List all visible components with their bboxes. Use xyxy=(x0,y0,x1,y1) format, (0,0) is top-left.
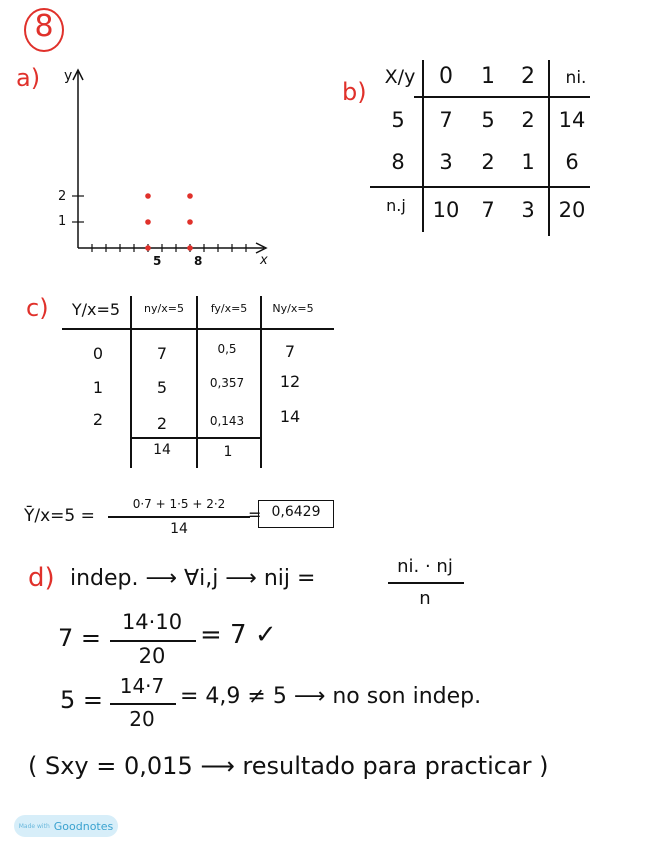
table-c-header-N: Ny/x=5 xyxy=(272,302,314,315)
table-b-r1-c1: 7 xyxy=(439,108,453,132)
x-tick-marks xyxy=(72,196,246,252)
table-b-r2-c3: 1 xyxy=(521,150,535,174)
table-b-r1-total: 14 xyxy=(558,108,586,132)
table-b-total-line xyxy=(370,186,590,188)
table-c-r2-y: 1 xyxy=(92,378,104,397)
table-c-r1-y: 0 xyxy=(92,344,104,363)
y-axis-label: y xyxy=(64,68,73,84)
covariance-note: ( Sxy = 0,015 ⟶ resultado para practicar ) xyxy=(28,752,549,780)
table-c-header-y: Y/x=5 xyxy=(71,300,121,319)
table-c-r2-f: 0,357 xyxy=(209,376,245,390)
part-d-label: d) xyxy=(28,563,55,593)
table-b xyxy=(370,60,600,240)
part-a-label: a) xyxy=(16,64,41,92)
table-c-r2-N: 12 xyxy=(279,372,301,391)
scatter-point xyxy=(145,193,151,199)
table-b-r1-c3: 2 xyxy=(521,108,535,132)
table-c xyxy=(62,292,342,472)
check1-rhs: = 7 ✓ xyxy=(200,620,277,650)
scatter-point xyxy=(187,219,193,225)
x-axis-label: x xyxy=(260,253,268,268)
mean-denominator: 14 xyxy=(170,521,188,537)
table-b-vline-1 xyxy=(422,60,424,232)
independence-fraction-bar xyxy=(388,582,464,584)
table-b-r2-total: 6 xyxy=(565,150,579,174)
goodnotes-badge xyxy=(14,815,118,837)
table-c-vline-1 xyxy=(130,296,132,468)
table-c-r1-N: 7 xyxy=(284,342,296,361)
scatter-point xyxy=(187,193,193,199)
table-c-total-n: 14 xyxy=(153,442,171,458)
table-b-vline-2 xyxy=(548,60,550,236)
independence-denominator: n xyxy=(419,588,431,609)
independence-numerator: ni. · nj xyxy=(397,556,453,577)
table-b-r2-label: 8 xyxy=(391,150,405,174)
table-b-total-c2: 7 xyxy=(481,198,495,222)
check2-denominator: 20 xyxy=(129,707,155,731)
table-c-vline-2 xyxy=(196,296,198,468)
table-c-r3-y: 2 xyxy=(92,410,104,429)
table-b-r1-c2: 5 xyxy=(481,108,495,132)
table-c-r3-n: 2 xyxy=(156,414,168,433)
table-b-r2-c2: 2 xyxy=(481,150,495,174)
mean-result: 0,6429 xyxy=(271,504,321,520)
table-b-grand-total: 20 xyxy=(558,198,586,222)
check2-numerator: 14·7 xyxy=(119,674,165,698)
scatter-point xyxy=(187,245,193,251)
table-b-r2-c1: 3 xyxy=(439,150,453,174)
scatter-point xyxy=(145,245,151,251)
table-b-header-xy: X/y xyxy=(384,66,416,88)
y-tick-label-2: 2 xyxy=(58,189,67,204)
table-c-header-n: ny/x=5 xyxy=(144,302,184,315)
independence-condition: indep. ⟶ ∀i,j ⟶ nij = xyxy=(70,566,316,591)
check2-rhs: = 4,9 ≠ 5 ⟶ no son indep. xyxy=(180,684,482,709)
check1-denominator: 20 xyxy=(138,644,166,668)
scatter-plot xyxy=(40,64,340,264)
data-points xyxy=(145,193,193,251)
y-tick-label-1: 1 xyxy=(58,214,67,229)
part-c-label: c) xyxy=(26,294,49,322)
problem-number: 8 xyxy=(34,9,54,44)
x-tick-label-5: 5 xyxy=(153,254,162,268)
x-tick-label-8: 8 xyxy=(194,254,203,268)
table-b-total-label: n.j xyxy=(386,196,406,215)
table-b-header-ni: ni. xyxy=(565,68,587,88)
table-c-r3-N: 14 xyxy=(279,407,301,426)
table-b-total-c1: 10 xyxy=(432,198,460,222)
table-b-header-line xyxy=(414,96,590,98)
table-b-header-2: 2 xyxy=(521,64,535,89)
check2-lhs: 5 = xyxy=(60,686,104,714)
table-b-r1-label: 5 xyxy=(391,108,405,132)
check1-fraction-bar xyxy=(110,640,196,642)
table-c-r1-n: 7 xyxy=(156,344,168,363)
table-c-r3-f: 0,143 xyxy=(209,414,245,428)
mean-fraction-bar xyxy=(108,516,250,518)
badge-brand: Goodnotes xyxy=(53,819,114,833)
table-c-total-line xyxy=(130,437,260,439)
table-c-r1-f: 0,5 xyxy=(217,342,237,356)
mean-numerator: 0·7 + 1·5 + 2·2 xyxy=(132,497,226,511)
badge-prefix: Made with xyxy=(18,822,50,830)
mean-lhs: Ȳ/x=5 = xyxy=(24,506,95,526)
table-b-total-c3: 3 xyxy=(521,198,535,222)
table-c-r2-n: 5 xyxy=(156,378,168,397)
mean-equals: = xyxy=(248,505,262,524)
table-b-header-0: 0 xyxy=(439,64,453,89)
table-c-header-f: fy/x=5 xyxy=(210,302,248,315)
scatter-point xyxy=(145,219,151,225)
table-c-vline-3 xyxy=(260,296,262,468)
table-b-header-1: 1 xyxy=(481,64,495,89)
part-b-label: b) xyxy=(342,78,367,106)
check2-fraction-bar xyxy=(110,703,176,705)
table-c-header-line xyxy=(62,328,334,330)
table-c-total-f: 1 xyxy=(223,444,233,460)
check1-numerator: 14·10 xyxy=(121,610,183,634)
check1-lhs: 7 = xyxy=(58,624,102,652)
